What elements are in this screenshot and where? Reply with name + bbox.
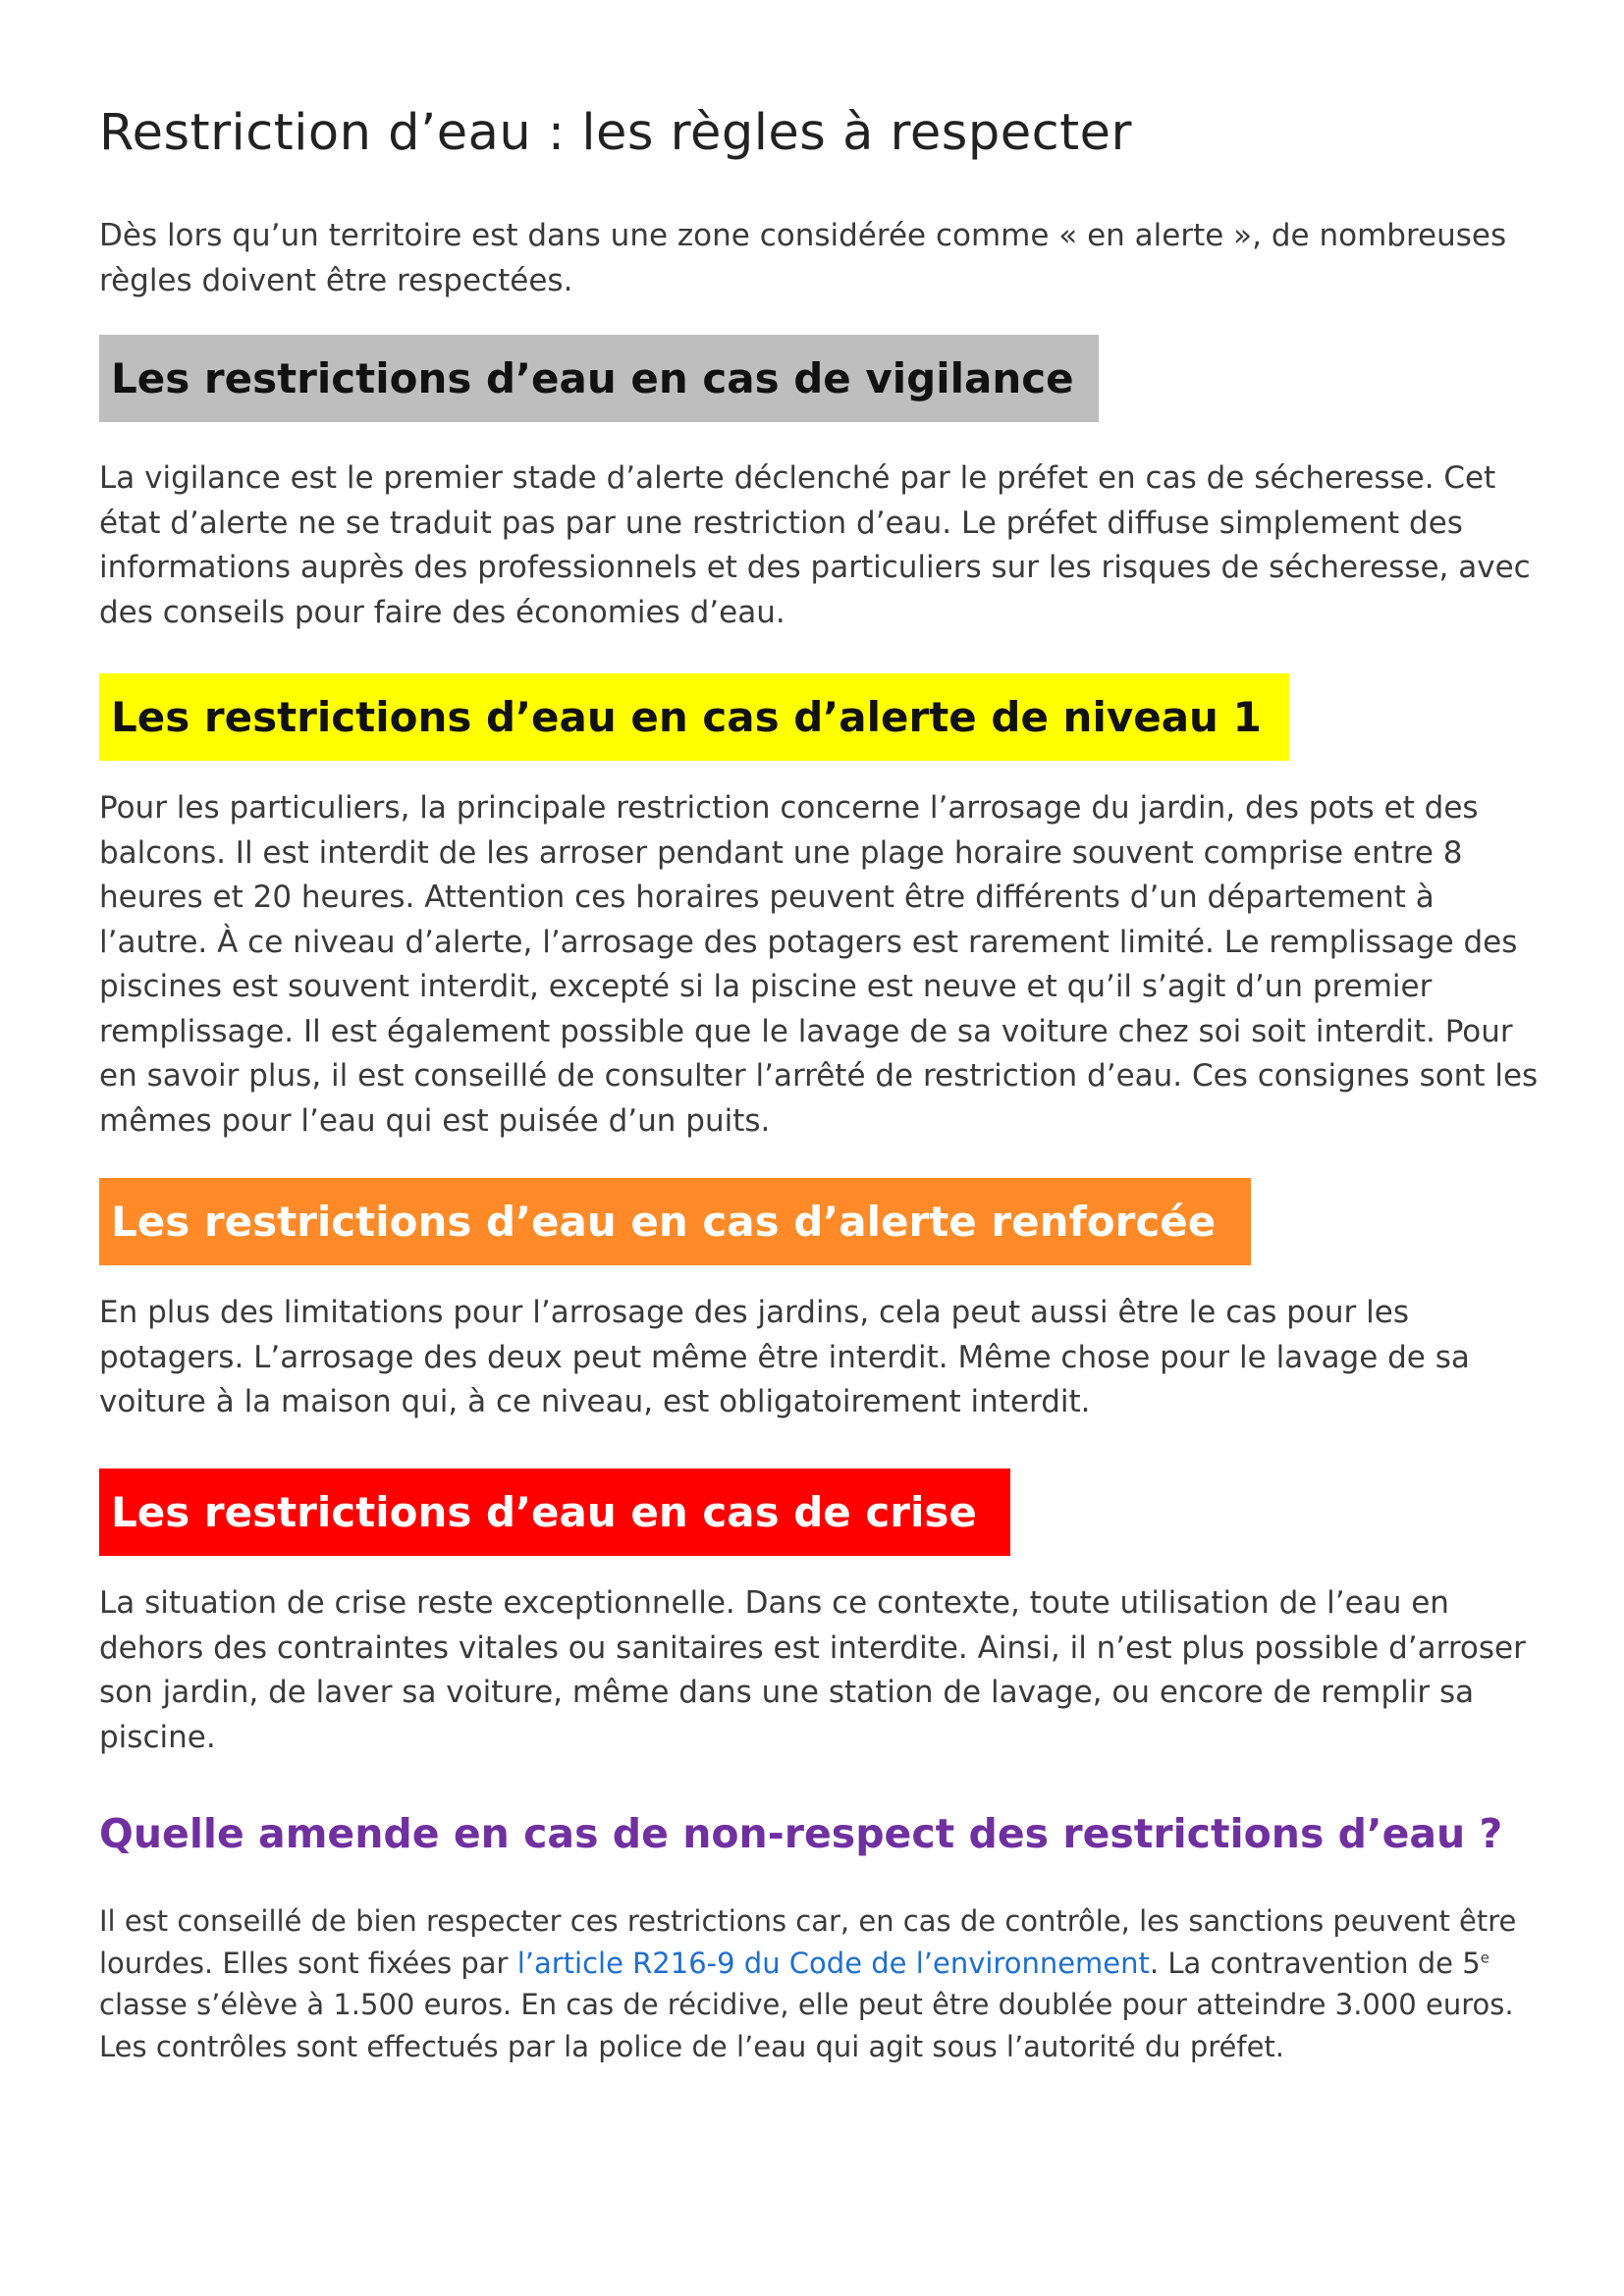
heading-crise: Les restrictions d’eau en cas de crise [99,1468,1010,1556]
intro-paragraph: Dès lors qu’un territoire est dans une zone considérée comme « en alerte », de nombreuses règles doivent être respectées. [99,218,1507,298]
heading-amende: Quelle amende en cas de non-respect des restrictions d’eau ? [99,1810,1503,1857]
amende-text-before-link: Il est conseillé de bien respecter ces restrictions car, en cas de contrôle, les sanctions peuvent être lourdes. Elles sont fixées par [99,1904,1517,1980]
amende-class-number: 5 [1462,1946,1481,1980]
amende-class-suffix: e [1480,1948,1489,1966]
paragraph-alerte-renforcee: En plus des limitations pour l’arrosage des jardins, cela peut aussi être le cas pour les potagers. L’arrosage des deux peut même être interdit. Même chose pour le lavage de sa voiture à la maison qui, à ce niveau, est obligatoirement interdit. [99,1295,1470,1419]
page-title: Restriction d’eau : les règles à respecter [99,104,1132,162]
heading-alerte-niveau-1: Les restrictions d’eau en cas d’alerte de niveau 1 [99,673,1289,761]
paragraph-alerte-niveau-1: Pour les particuliers, la principale restriction concerne l’arrosage du jardin, des pots et des balcons. Il est interdit de les arroser pendant une plage horaire souvent comprise entre 8 heures et 20 heures. Attention ces horaires peuvent être différents d’un département à l’autre. À ce niveau d’alerte, l’arrosage des potagers est rarement limité. Le remplissage des piscines est souvent interdit, excepté si la piscine est neuve et qu’il s’agit d’un premier remplissage. Il est également possible que le lavage de sa voiture chez soi soit interdit. Pour en savoir plus, il est conseillé de consulter l’arrêté de restriction d’eau. Ces consignes sont les mêmes pour l’eau qui est puisée d’un puits. [99,790,1539,1139]
paragraph-vigilance: La vigilance est le premier stade d’alerte déclenché par le préfet en cas de sécheresse. Cet état d’alerte ne se traduit pas par une restriction d’eau. Le préfet diffuse simplement des informations auprès des professionnels et des particuliers sur les risques de sécheresse, avec des conseils pour faire des économies d’eau. [99,460,1531,630]
paragraph-amende [99,1900,1543,2067]
paragraph-crise: La situation de crise reste exceptionnelle. Dans ce contexte, toute utilisation de l’eau en dehors des contraintes vitales ou sanitaires est interdite. Ainsi, il n’est plus possible d’arroser son jardin, de laver sa voiture, même dans une station de lavage, ou encore de remplir sa piscine. [99,1585,1526,1755]
heading-vigilance: Les restrictions d’eau en cas de vigilance [99,335,1099,422]
code-environnement-link[interactable]: l’article R216-9 du Code de l’environnement [516,1946,1150,1980]
amende-text-after-link: . La contravention de [1149,1946,1463,1980]
amende-text-end: classe s’élève à 1.500 euros. En cas de récidive, elle peut être doublée pour atteindre 3.000 euros. Les contrôles sont effectués par la police de l’eau qui agit sous l’autorité du préfet. [99,1988,1514,2063]
heading-alerte-renforcee: Les restrictions d’eau en cas d’alerte renforcée [99,1178,1251,1265]
